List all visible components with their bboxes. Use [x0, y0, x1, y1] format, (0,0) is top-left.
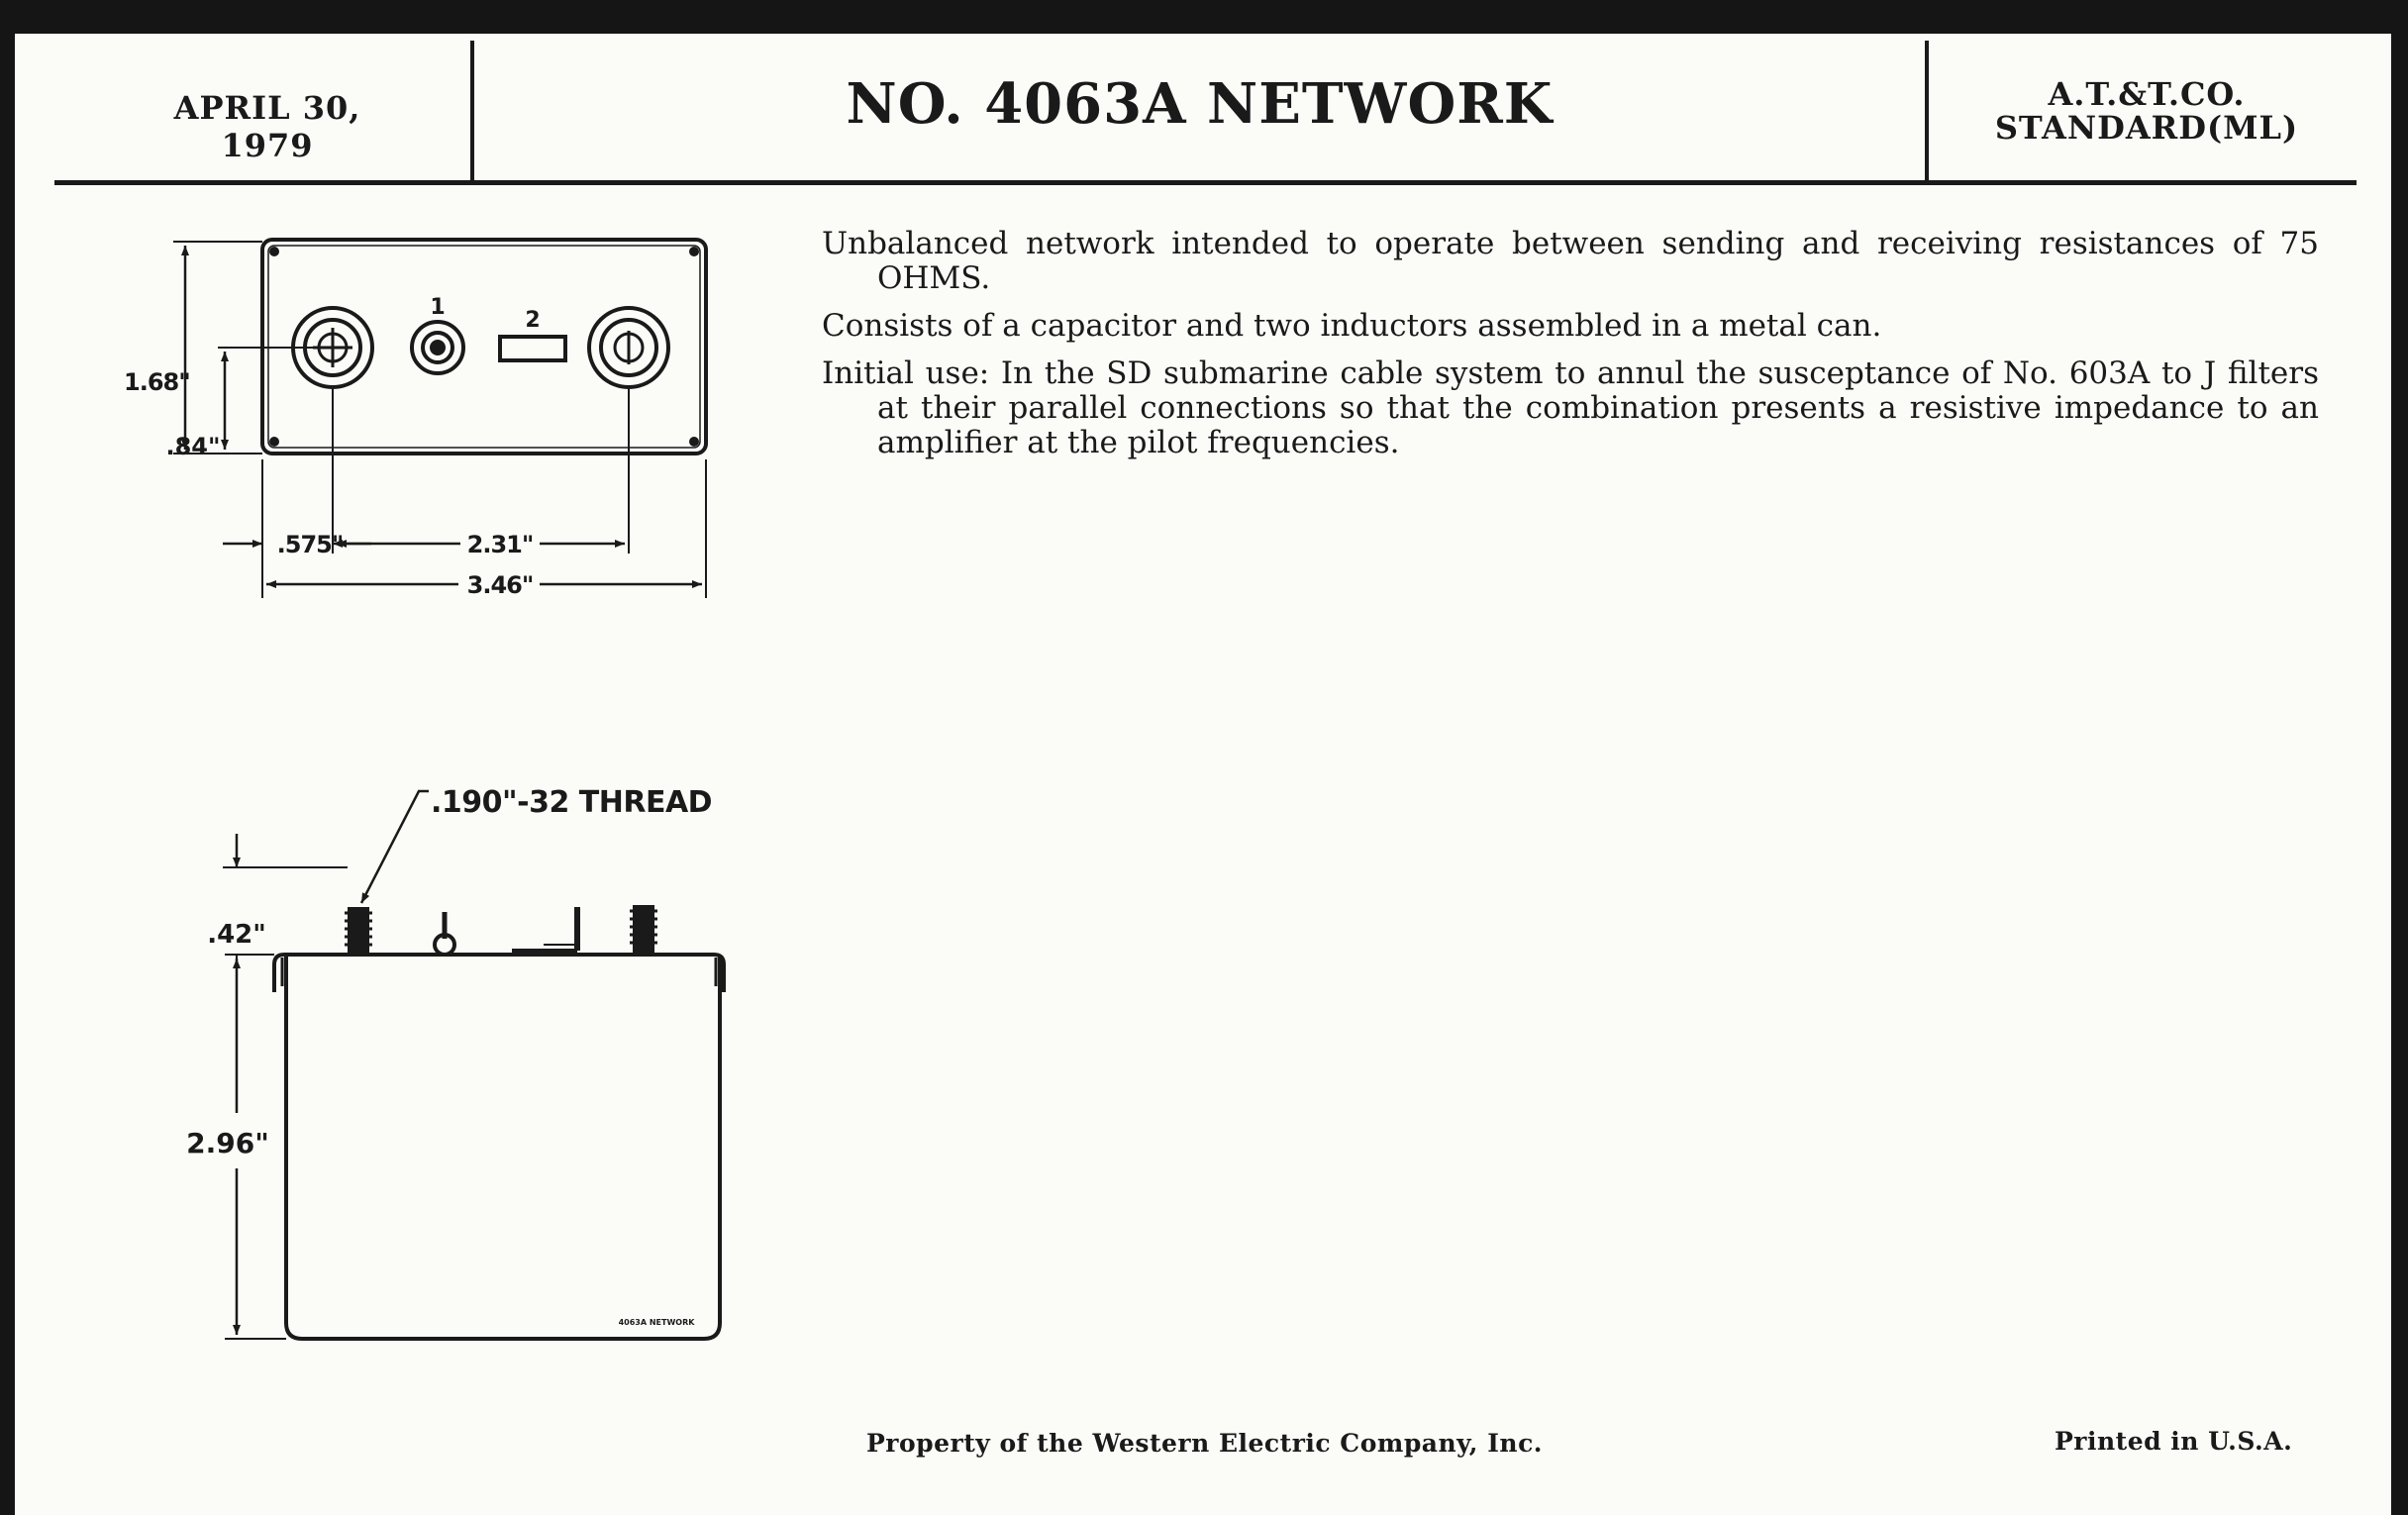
threaded-terminal	[630, 905, 657, 955]
issue-date: APRIL 30, 1979	[173, 89, 361, 164]
scan-edge	[2393, 0, 2408, 1515]
page-title: NO. 4063A NETWORK	[846, 71, 1554, 137]
top-view	[173, 240, 706, 598]
printed-notice: Printed in U.S.A.	[2055, 1427, 2293, 1456]
terminal-label-2: 2	[525, 308, 541, 333]
coax-terminal	[589, 308, 668, 387]
thread-callout: .190"-32 THREAD	[431, 785, 713, 820]
lug-terminal	[512, 907, 577, 951]
side-view	[223, 791, 724, 1339]
property-notice: Property of the Western Electric Company, Inc.	[866, 1429, 1544, 1458]
spec-sheet	[15, 34, 2391, 1515]
standard-company: A.T.&T.CO.	[2048, 75, 2246, 113]
description-paragraph: Consists of a capacitor and two inductors assembled in a metal can.	[822, 308, 1882, 344]
terminal-label-1: 1	[430, 295, 446, 320]
threaded-terminal	[345, 907, 372, 955]
can-marking: 4063A NETWORK	[618, 1318, 695, 1327]
mechanical-drawing	[15, 34, 2391, 1515]
terminal-2	[500, 337, 565, 360]
dim-terminal-height-label: .42"	[207, 920, 266, 950]
description-paragraph: Initial use: In the SD submarine cable system to annul the susceptance of No. 603A to J filters at their parallel connections so that the combination presents a resistive impedance to an amplifier at the pilot frequencies.	[822, 355, 2319, 460]
description-paragraph: Unbalanced network intended to operate between sending and receiving resistances of 75 OHMS.	[822, 226, 2319, 296]
post-terminal	[435, 912, 454, 955]
terminal-1	[412, 322, 463, 373]
dim-height-label: 1.68"	[124, 368, 190, 396]
dim-width-label: 3.46"	[466, 571, 534, 599]
dim-spacing-label: 2.31"	[466, 531, 534, 558]
can-side-outline	[286, 957, 720, 1339]
dim-center-label: .84"	[165, 433, 221, 460]
dim-can-height-label: 2.96"	[186, 1127, 269, 1160]
standard-designation: STANDARD(ML)	[1994, 109, 2299, 147]
dim-offset-label: .575"	[276, 531, 344, 558]
